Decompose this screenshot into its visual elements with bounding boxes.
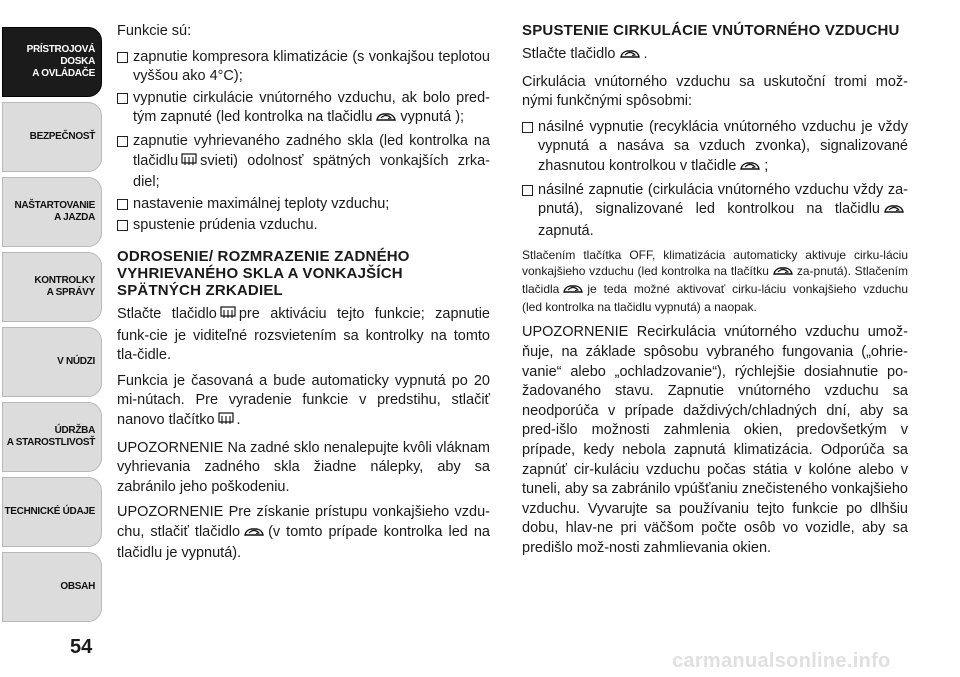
list-item-text: zapnutie vyhrievaného zadného skla (led kontrolka na tlačidlu [133, 132, 490, 169]
list-item-text: zapnutá. [538, 222, 594, 239]
tab-label-line: PRÍSTROJOVÁ [26, 44, 95, 55]
list-item-text: vypnutie cirkulácie vnútorného vzduchu, ak bolo pred-tým zapnuté (led kontrolka na tlačidlu [133, 89, 490, 126]
rear-defrost-icon [181, 153, 197, 174]
warning-paragraph [117, 503, 490, 564]
tab-label-line: NAŠTARTOVANIE [14, 200, 95, 211]
tab-nastartovanie[interactable] [2, 177, 102, 247]
paragraph: Cirkulácia vnútorného vzduchu sa uskutoční tromi mož-nými funkčnými spôsobmi: [522, 73, 908, 110]
rear-defrost-icon [220, 306, 236, 327]
list-item-text: násilné zapnutie (cirkulácia vnútorného vzduchu vždy za-pnutá), signalizované led kontrolkou na tlačidlu [538, 181, 908, 218]
paragraph-text: pre aktiváciu tejto funkcie; zapnutie funk-cie je viditeľné rozsvietením sa kontrolky na tomto tla-čidle. [117, 305, 490, 364]
tab-label-line: V NÚDZI [57, 356, 95, 367]
warning-paragraph: UPOZORNENIE Recirkulácia vnútorného vzduchu umož-ňuje, na základe spôsobu vybraného fungovania („ohrie-vanie“ alebo „ochladzovanie“), rýchlejšie dosiahnutie po-žadovaného stavu. Zapnutie vnútorného vzduchu sa neodporúča v prípade daždivých/chladných dní, aby sa pred-išlo možnosti zahmlenia okien, predovšetkým v prípade, kedy nebola zapnutá klimatizácia. Odporúča sa zapnúť cir-kuláciu vzduchu počas státia v kolóne alebo v tuneli, aby sa zabránilo vpúšťaniu znečisteného vonkajšieho vzduchu. Vyvarujte sa používaniu tejto funkcie po dlhšiu dobu, hlav-ne pri väčšom počte osôb vo vozidle, aby sa predišlo mož-nosti zahmlievania okien. [522, 324, 908, 556]
section-heading-defrost: ODROSENIE/ ROZMRAZENIE ZADNÉHO VYHRIEVANÉHO SKLA A VONKAJŠÍCH SPÄTNÝCH ZRKADIEL [117, 247, 410, 299]
tab-bezpecnost[interactable] [2, 102, 102, 172]
paragraph [117, 305, 490, 366]
tab-pristrojova-doska[interactable] [2, 27, 102, 97]
paragraph-text: . [236, 411, 241, 428]
tab-label-line: TECHNICKÉ ÚDAJE [4, 506, 95, 517]
list-item-text: svieti) odolnosť spätných vonkajších zrka-diel; [133, 152, 490, 191]
note-paragraph [522, 247, 908, 315]
left-column [117, 22, 490, 570]
list-item [117, 216, 490, 236]
tab-label-line: OBSAH [60, 581, 95, 592]
section-heading-recirculation: SPUSTENIE CIRKULÁCIE VNÚTORNÉHO VZDUCHU [522, 22, 900, 39]
car-recirculation-icon [772, 265, 794, 281]
tab-kontrolky[interactable] [2, 252, 102, 322]
tab-obsah[interactable] [2, 552, 102, 622]
intro-text: Funkcie sú: [117, 23, 192, 39]
chapter-sidebar [0, 0, 103, 677]
paragraph [522, 45, 908, 67]
warning-paragraph: UPOZORNENIE Na zadné sklo nenalepujte kvôli vláknam vyhrievania zadného skla žiadne nálepky, aby sa zabránilo jeho poškodeniu. [117, 439, 490, 495]
rear-defrost-icon [218, 412, 234, 433]
page-number: 54 [70, 636, 93, 658]
list-item [117, 89, 490, 130]
right-column [522, 22, 908, 564]
list-item [522, 181, 908, 242]
paragraph-text: za-pnutá). Stlačením tlačidla [522, 264, 909, 297]
list-item [117, 132, 490, 193]
list-item-text: vypnutá ); [400, 109, 465, 126]
list-item-text: násilné vypnutie (recyklácia vnútorného vzduchu je vždy vypnutá a nasáva sa vzduch zvonka), signalizované zhasnutou kontrolkou v tlačidle [538, 118, 908, 174]
tab-technicke-udaje[interactable] [2, 477, 102, 547]
paragraph-text: Funkcia je časovaná a bude automaticky vypnutá po 20 mi-nútach. Pre vyradenie funkcie v predstihu, stlačiť nanovo tlačítko [117, 372, 490, 428]
paragraph-text: UPOZORNENIE Pre získanie prístupu vonkajšieho vzdu-chu, stlačiť tlačidlo [117, 504, 490, 540]
car-recirculation-icon [243, 525, 265, 545]
tab-label-line: A JAZDA [54, 212, 95, 223]
paragraph [117, 372, 490, 433]
watermark: carmanualsonline.info [672, 650, 891, 672]
paragraph-text: . [643, 46, 648, 62]
paragraph-text: (v tomto prípade kontrolka led na tlačidlu je vypnutá). [117, 523, 490, 562]
car-recirculation-icon [883, 202, 905, 222]
tab-label-line: A SPRÁVY [46, 287, 95, 298]
tab-label-line: KONTROLKY [34, 275, 95, 286]
list-item [117, 195, 490, 215]
list-item-text: zapnutie kompresora klimatizácie (s vonkajšou teplotou vyššou ako 4°C); [133, 48, 490, 85]
paragraph-text: Stlačte tlačidlo [522, 46, 616, 62]
paragraph-text: Stlačením tlačítka OFF, klimatizácia automaticky aktivuje cirku-láciu vonkajšieho vzduchu (led kontrolka na tlačítku [522, 248, 908, 279]
function-list [117, 48, 490, 236]
list-item-text: ; [764, 157, 769, 174]
list-item [117, 48, 490, 87]
tab-label-line: BEZPEČNOSŤ [29, 131, 95, 142]
tab-label-line: ÚDRŽBA [54, 425, 95, 436]
list-item-text: spustenie prúdenia vzduchu. [133, 217, 318, 234]
list-item [522, 118, 908, 179]
tab-udrzba[interactable] [2, 402, 102, 472]
car-recirculation-icon [619, 47, 641, 67]
tab-label-line: A STAROSTLIVOSŤ [6, 437, 95, 448]
tab-label-line: A OVLÁDAČE [32, 68, 95, 79]
mode-list [522, 118, 908, 242]
tab-label-line: DOSKA [60, 56, 95, 67]
car-recirculation-icon [562, 283, 584, 299]
car-recirculation-icon [375, 110, 397, 130]
paragraph-text: Stlačte tlačidlo [117, 305, 217, 322]
car-recirculation-icon [739, 159, 761, 179]
list-item-text: nastavenie maximálnej teploty vzduchu; [133, 195, 390, 212]
paragraph-text: je teda možné aktivovať cirku-láciu vonkajšieho vzduchu (led kontrolka na tlačidlu vypnutá) a naopak. [522, 282, 908, 315]
tab-v-nudzi[interactable] [2, 327, 102, 397]
